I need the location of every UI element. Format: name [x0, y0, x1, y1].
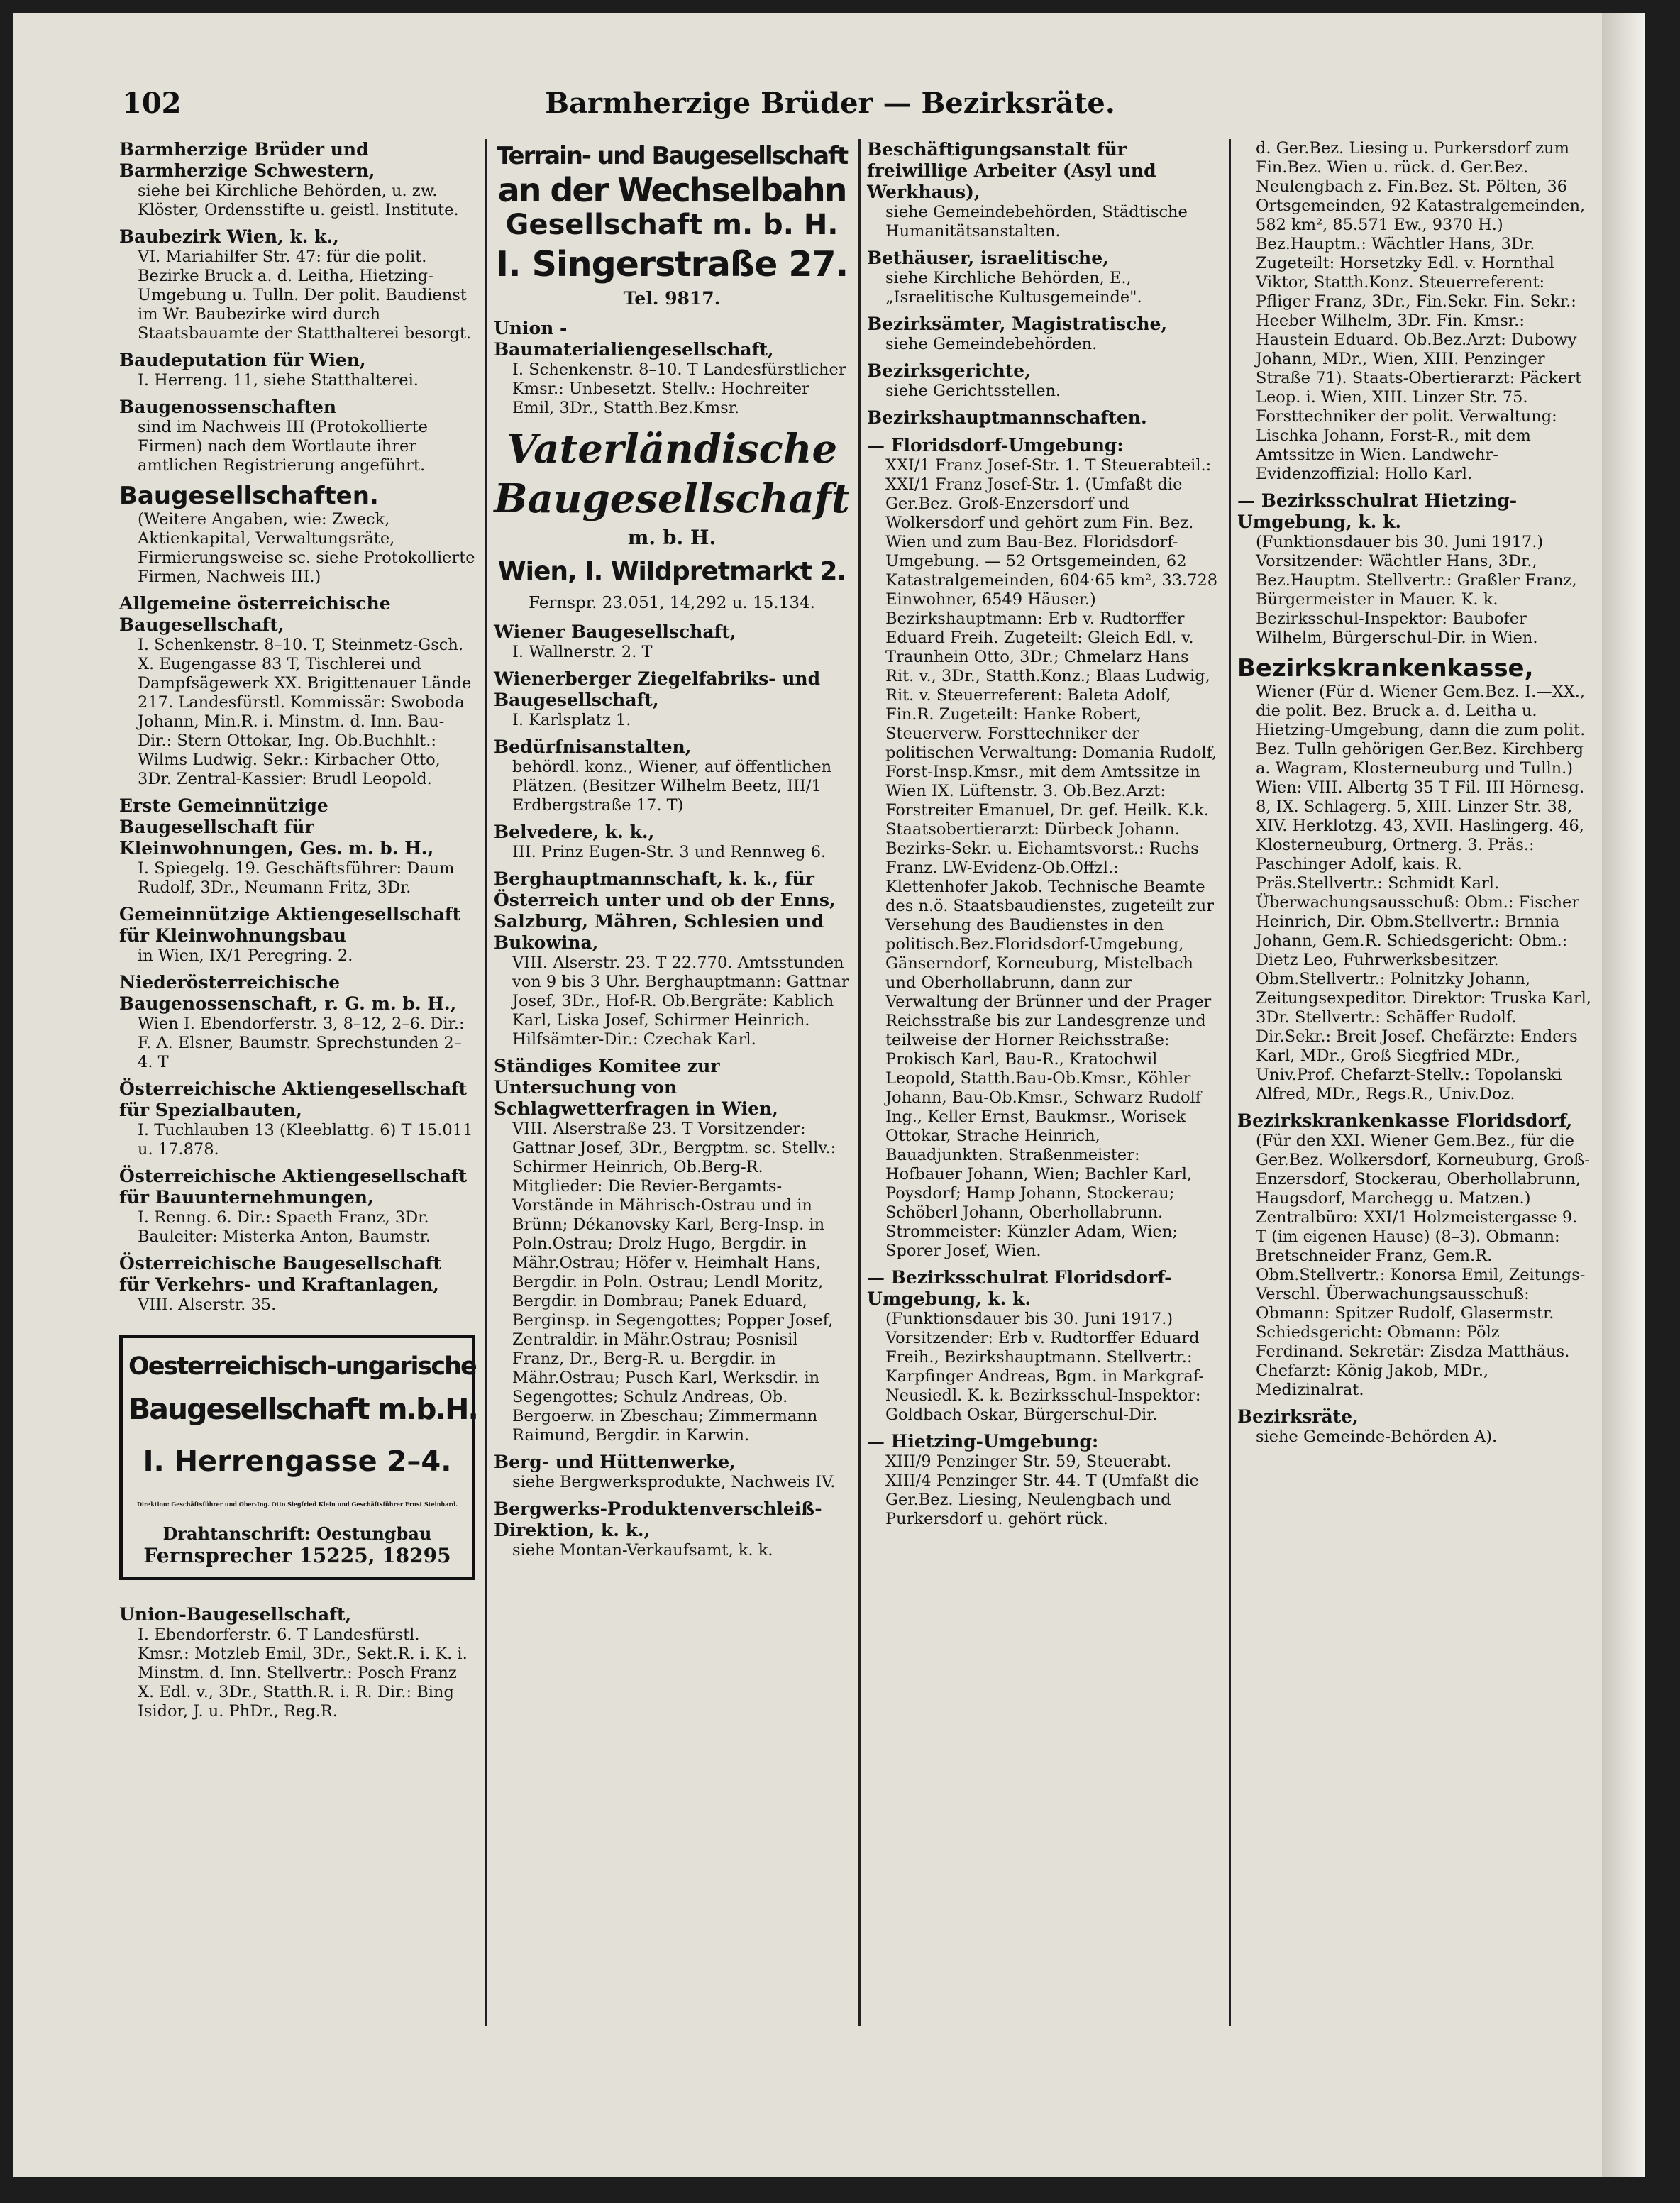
entry-title: — Floridsdorf-Umgebung: — [867, 435, 1124, 455]
advertisement — [494, 424, 850, 614]
directory-entry — [494, 1452, 850, 1492]
entry-text: I. Herreng. 11, siehe Statthalterei. — [138, 371, 419, 390]
entry-text: XXI/1 Franz Josef-Str. 1. T Steuerabteil.: XXI/1 Franz Josef-Str. 1. (Umfaßt die Ger.Bez. Groß-Enzersdorf und Wolkersdorf und gehört zum Fin. Bez. Wien und zum Bau-Bez. Floridsdorf-Umgebung. — 52 Ortsgemeinden, 62 Katastralgemeinden, 604·65 km², 33.728 Einwohner, 6549 Häuser.) Bezirkshauptmann: Erb v. Rudtorffer Eduard Freih. Zugeteilt: Gleich Edl. v. Traunhein Otto, 3Dr.; Chmelarz Hans Rit. v., 3Dr., Statth.Konz.; Blaas Ludwig, Rit. v. Steuerreferent: Baleta Adolf, Fin.R. Zugeteilt: Hanke Robert, Steuerverw. Forsttechniker der politischen Verwaltung: Domania Rudolf, Forst-Insp.Kmsr., mit dem Amtssitze in Wien IX. Lüftenstr. 3. Ob.Bez.Arzt: Forstreiter Emanuel, Dr. gef. Heilk. K.k. Staatsobertierarzt: Dürbeck Johann. Bezirks-Sekr. u. Eichamtsvorst.: Ruchs Franz. LW-Evidenz-Ob.Offzl.: Klettenhofer Jakob. Technische Beamte des n.ö. Staatsbaudienstes, zugeteilt zur Versehung des Baudienstes in den politisch.Bez.Floridsdorf-Umgebung, Gänserndorf, Korneuburg, Mistelbach und Oberhollabrunn, dann zur Verwaltung der Brünner und der Prager Reichsstraße bis zur Landesgrenze und teilweise der Horner Reichsstraße: Prokisch Karl, Bau-R., Kratochwil Leopold, Statth.Bau-Ob.Kmsr., Köhler Johann, Bau-Ob.Kmsr., Schwarz Rudolf Ing., Keller Ernst, Baukmsr., Worisek Ottokar, Strache Heinrich, Bauadjunkten. Straßenmeister: Hofbauer Johann, Wien; Bachler Karl, Poysdorf; Hamp Johann, Stockerau; Schöberl Johann, Oberhollabrunn. Strommeister: Künzler Adam, Wien; Sporer Josef, Wien. — [885, 456, 1218, 1260]
entry-title: Österreichische Aktiengesellschaft für Bauunternehmungen, — [119, 1166, 468, 1208]
directory-entry — [494, 622, 850, 662]
directory-entry — [494, 822, 850, 862]
directory-entry — [867, 1431, 1220, 1529]
directory-entry — [494, 318, 850, 418]
entry-title: Beschäftigungsanstalt für freiwillige Arbeiter (Asyl und Werkhaus), — [867, 139, 1156, 202]
entry-text: VI. Mariahilfer Str. 47: für die polit. Bezirke Bruck a. d. Leitha, Hietzing-Umgebung u. Tulln. Der polit. Baudienst im Wr. Baubezirke wird durch Staatsbauamte der Statthalterei besorgt. — [138, 248, 472, 343]
entry-title: Union-Baugesellschaft, — [119, 1604, 352, 1625]
advertisement — [119, 1335, 475, 1580]
advertisement-line: Baugesellschaft m.b.H. — [128, 1392, 477, 1426]
directory-entry — [119, 139, 475, 220]
column-3 — [867, 139, 1220, 1535]
directory-entry — [867, 360, 1220, 401]
directory-entry — [119, 593, 475, 789]
entry-text: I. Schenkenstr. 8–10. T Landesfürstlicher Kmsr.: Unbesetzt. Stellv.: Hochreiter Emil, 3Dr., Statth.Bez.Kmsr. — [512, 360, 846, 417]
directory-entry — [494, 1056, 850, 1445]
entry-text: Wien I. Ebendorferstr. 3, 8–12, 2–6. Dir.: F. A. Elsner, Baumstr. Sprechstunden 2–4. T — [138, 1015, 465, 1071]
advertisement-line: Drahtanschrift: Oestungbau — [162, 1523, 432, 1544]
directory-entry — [867, 314, 1220, 354]
directory-entry — [119, 904, 475, 966]
entry-title: Bezirkshauptmannschaften. — [867, 407, 1147, 428]
advertisement-line: an der Wechselbahn — [497, 171, 846, 209]
entry-title: Bedürfnisanstalten, — [494, 736, 692, 757]
entry-text: behördl. konz., Wiener, auf öffentlichen Plätzen. (Besitzer Wilhelm Beetz, III/1 Erdbergstraße 17. T) — [512, 758, 832, 815]
directory-entry — [867, 435, 1220, 1261]
advertisement-line: I. Herrengasse 2–4. — [143, 1445, 452, 1478]
directory-entry — [867, 1267, 1220, 1425]
entry-text: siehe bei Kirchliche Behörden, u. zw. Klöster, Ordensstifte u. geistl. Institute. — [138, 182, 459, 219]
directory-entry — [1237, 490, 1592, 648]
entry-title: Bezirkskrankenkasse, — [1237, 654, 1534, 683]
directory-entry — [119, 795, 475, 898]
column-rule-2 — [858, 139, 861, 2026]
entry-title: Berg- und Hüttenwerke, — [494, 1452, 736, 1472]
entry-text: III. Prinz Eugen-Str. 3 und Rennweg 6. — [512, 843, 827, 861]
directory-entry — [119, 397, 475, 475]
entry-text: siehe Kirchliche Behörden, E., „Israelitische Kultusgemeinde". — [885, 269, 1142, 307]
advertisement-line: Gesellschaft m. b. H. — [505, 209, 839, 241]
entry-title: Österreichische Baugesellschaft für Verkehrs- und Kraftanlagen, — [119, 1253, 441, 1295]
entry-title: Bezirksämter, Magistratische, — [867, 314, 1168, 334]
advertisement-line: I. Singerstraße 27. — [495, 244, 849, 285]
entry-text: siehe Bergwerksprodukte, Nachweis IV. — [512, 1473, 836, 1491]
entry-title: Bethäuser, israelitische, — [867, 248, 1109, 268]
entry-title: Allgemeine österreichische Baugesellschaft, — [119, 593, 391, 635]
directory-entry — [1237, 654, 1592, 1104]
advertisement-line: Vaterländische — [506, 426, 838, 473]
entry-title: Baudeputation für Wien, — [119, 350, 366, 370]
column-rule-1 — [485, 139, 487, 2026]
entry-text: VIII. Alserstraße 23. T Vorsitzender: Gattnar Josef, 3Dr., Bergptm. sc. Stellv.: Schirmer Heinrich, Ob.Berg-R. Mitglieder: Die Revier-Bergamts-Vorstände in Mährisch-Ostrau und in Brünn; Dékanovsky Karl, Berg-Insp. in Poln.Ostrau; Drolz Hugo, Bergdir. in Mähr.Ostrau; Höfer v. Heimhalt Hans, Bergdir. in Poln. Ostrau; Lendl Moritz, Bergdir. in Dombrau; Panek Eduard, Berginsp. in Segengottes; Popper Josef, Zentraldir. in Mähr.Ostrau; Posnisil Franz, Dr., Berg-R. u. Bergdir. in Mähr.Ostrau; Pusch Karl, Werksdir. in Segengottes; Schulz Andreas, Ob. Bergoerw. in Zbeschau; Zimmermann Raimund, Bergdir. in Karwin. — [512, 1120, 836, 1445]
entry-title: Bezirkskrankenkasse Floridsdorf, — [1237, 1110, 1573, 1131]
entry-title: — Hietzing-Umgebung: — [867, 1431, 1099, 1452]
entry-text: siehe Gerichtsstellen. — [885, 382, 1061, 400]
entry-text: (Für den XXI. Wiener Gem.Bez., für die Ger.Bez. Wolkersdorf, Korneuburg, Groß-Enzersdorf, Stockerau, Oberhollabrunn, Haugsdorf, Marchegg u. Matzen.) Zentralbüro: XXI/1 Holzmeistergasse 9. T (im eigenen Hause) (8–3). Obmann: Bretschneider Franz, Gem.R. Obm.Stellvertr.: Konorsa Emil, Zeitungs-Verschl. Überwachungsausschuß: Obmann: Spitzer Rudolf, Glasermstr. Schiedsgericht: Obmann: Pölz Ferdinand. Sekretär: Zisdza Matthäus. Chefarzt: König Jakob, MDr., Medizinalrat. — [1256, 1132, 1590, 1399]
entry-title: Baugenossenschaften — [119, 397, 337, 417]
entry-text: in Wien, IX/1 Peregring. 2. — [138, 946, 353, 965]
directory-entry — [119, 1078, 475, 1159]
directory-entry — [494, 868, 850, 1049]
entry-text: I. Karlsplatz 1. — [512, 711, 631, 729]
entry-text: d. Ger.Bez. Liesing u. Purkersdorf zum Fin.Bez. Wien u. rück. d. Ger.Bez. Neulengbach z. Fin.Bez. St. Pölten, 36 Ortsgemeinden, 92 Katastralgemeinden, 582 km², 85.571 Ew., 9370 H.) Bez.Hauptm.: Wächtler Hans, 3Dr. Zugeteilt: Horsetzky Edl. v. Hornthal Viktor, Statth.Konz. Steuerreferent: Pfliger Franz, 3Dr., Fin.Sekr. Fin. Sekr.: Heeber Wilhelm, 3Dr. Fin. Kmsr.: Haustein Eduard. Ob.Bez.Arzt: Dubowy Johann, MDr., Wien, XIII. Penzinger Straße 71). Staats-Obertierarzt: Päckert Leop. i. Wien, XIII. Linzer Str. 75. Forsttechniker der polit. Verwaltung: Lischka Johann, Forst-R., mit dem Amtssitze in Wien. Landwehr-Evidenzoffizial: Hollo Karl. — [1256, 139, 1586, 483]
entry-text: (Funktionsdauer bis 30. Juni 1917.) Vorsitzender: Wächtler Hans, 3Dr., Bez.Hauptm. Stellvertr.: Graßler Franz, Bürgermeister in Mauer. K. k. Bezirksschul-Inspektor: Baubofer Wilhelm, Bürgerschul-Dir. in Wien. — [1256, 533, 1577, 647]
running-title: Barmherzige Brüder — Bezirksräte. — [545, 87, 1115, 120]
directory-entry — [1237, 1406, 1592, 1447]
advertisement-line: Fernspr. 23.051, 14,292 u. 15.134. — [529, 594, 815, 612]
entry-text: siehe Gemeinde-Behörden A). — [1256, 1428, 1498, 1446]
entry-text: siehe Gemeindebehörden, Städtische Humanitätsanstalten. — [885, 203, 1188, 241]
entry-title: Bezirksgerichte, — [867, 360, 1031, 381]
directory-entry — [119, 1604, 475, 1721]
entry-text: Wiener (Für d. Wiener Gem.Bez. I.—XX., die polit. Bez. Bruck a. d. Leitha u. Hietzing-Umgebung, dann die zum polit. Bez. Tulln gehörigen Ger.Bez. Kirchberg a. Wagram, Klosterneuburg und Tulln.) Wien: VIII. Albertg 35 T Fil. III Hörnesg. 8, IX. Schlagerg. 5, XIII. Linzer Str. 38, XIV. Herklotzg. 43, XVII. Haslingerg. 46, Klosterneuburg, Ortnerg. 3. Präs.: Paschinger Adolf, kais. R. Präs.Stellvertr.: Schmidt Karl. Überwachungsausschuß: Obm.: Fischer Heinrich, Dir. Obm.Stellvertr.: Brnnia Johann, Gem.R. Schiedsgericht: Obm.: Dietz Leo, Fuhrwerksbesitzer. Obm.Stellvertr.: Polnitzky Johann, Zeitungsexpeditor. Direktor: Truska Karl, 3Dr. Stellvertr.: Schäffer Rudolf. Dir.Sekr.: Breit Josef. Chefärzte: Enders Karl, MDr., Groß Siegfried MDr., Univ.Prof. Chefarzt-Stellv.: Topolanski Alfred, MDr., Regs.R., Univ.Doz. — [1256, 683, 1591, 1103]
entry-text: I. Spiegelg. 19. Geschäftsführer: Daum Rudolf, 3Dr., Neumann Fritz, 3Dr. — [138, 859, 455, 897]
directory-entry — [494, 736, 850, 815]
page-number: 102 — [122, 87, 182, 120]
entry-text: I. Wallnerstr. 2. T — [512, 643, 653, 661]
advertisement-line: m. b. H. — [627, 526, 717, 549]
directory-entry — [494, 1498, 850, 1560]
entry-title: Wienerberger Ziegelfabriks- und Baugesellschaft, — [494, 668, 821, 710]
column-rule-3 — [1229, 139, 1231, 2026]
entry-title: Niederösterreichische Baugenossenschaft, r. G. m. b. H., — [119, 972, 457, 1014]
entry-title: Gemeinnützige Aktiengesellschaft für Kleinwohnungsbau — [119, 904, 461, 946]
directory-entry — [119, 482, 475, 587]
entry-text: VIII. Alserstr. 23. T 22.770. Amtsstunden von 9 bis 3 Uhr. Berghauptmann: Gattnar Josef, 3Dr., Hof-R. Ob.Bergräte: Kablich Karl, Liska Josef, Schirmer Heinrich. Hilfsämter-Dir.: Czechak Karl. — [512, 954, 849, 1049]
entry-title: Wiener Baugesellschaft, — [494, 622, 736, 642]
advertisement-line: Tel. 9817. — [623, 288, 721, 309]
entry-text: I. Schenkenstr. 8–10. T, Steinmetz-Gsch. X. Eugengasse 83 T, Tischlerei und Dampfsägewerk XX. Brigittenauer Lände 217. Landesfürstl. Kommissär: Swoboda Johann, Min.R. i. Minstm. d. Inn. Bau-Dir.: Stern Ottokar, Ing. Ob.Buchhlt.: Wilms Ludwig. Sekr.: Kirbacher Otto, 3Dr. Zentral-Kassier: Brudl Leopold. — [138, 636, 472, 788]
column-1 — [119, 139, 475, 1728]
entry-text: sind im Nachweis III (Protokollierte Firmen) nach dem Wortlaute ihrer amtlichen Registrierung angeführt. — [138, 418, 428, 475]
entry-text: I. Ebendorferstr. 6. T Landesfürstl. Kmsr.: Motzleb Emil, 3Dr., Sekt.R. i. K. i. Minstm. d. Inn. Stellvertr.: Posch Franz X. Edl. v., 3Dr., Statth.R. i. R. Dir.: Bing Isidor, J. u. PhDr., Reg.R. — [138, 1625, 468, 1721]
column-4 — [1237, 139, 1592, 1453]
entry-title: — Bezirksschulrat Floridsdorf-Umgebung, k. k. — [867, 1267, 1172, 1309]
directory-entry — [119, 350, 475, 390]
advertisement-line: Fernsprecher 15225, 18295 — [143, 1544, 451, 1567]
directory-entry — [867, 407, 1220, 429]
advertisement-line: Direktion: Geschäftsführer und Ober-Ing. Otto Siegfried Klein und Geschäftsführer Ernst Steinhard. — [136, 1501, 458, 1508]
column-2 — [494, 139, 850, 1567]
advertisement-line: Oesterreichisch-ungarische — [128, 1352, 476, 1381]
entry-text: siehe Montan-Verkaufsamt, k. k. — [512, 1541, 773, 1559]
directory-entry — [119, 226, 475, 343]
entry-text: siehe Gemeindebehörden. — [885, 335, 1098, 353]
entry-title: Berghauptmannschaft, k. k., für Österreich unter und ob der Enns, Salzburg, Mähren, Schlesien und Bukowina, — [494, 868, 836, 953]
entry-text: VIII. Alserstr. 35. — [138, 1296, 277, 1314]
directory-entry — [1237, 139, 1592, 484]
entry-text: I. Renng. 6. Dir.: Spaeth Franz, 3Dr. Bauleiter: Misterka Anton, Baumstr. — [138, 1208, 431, 1246]
entry-title: Ständiges Komitee zur Untersuchung von Schlagwetterfragen in Wien, — [494, 1056, 778, 1119]
entry-title: Bezirksräte, — [1237, 1406, 1359, 1427]
advertisement-line: Terrain- und Baugesellschaft — [496, 142, 848, 170]
page-edge — [1602, 13, 1645, 2177]
entry-text: (Weitere Angaben, wie: Zweck, Aktienkapital, Verwaltungsräte, Firmierungsweise sc. siehe Protokollierte Firmen, Nachweis III.) — [138, 510, 475, 586]
directory-entry — [867, 248, 1220, 307]
directory-entry — [119, 972, 475, 1072]
entry-title: Baugesellschaften. — [119, 482, 379, 510]
entry-text: XIII/9 Penzinger Str. 59, Steuerabt. XIII/4 Penzinger Str. 44. T (Umfaßt die Ger.Bez. Liesing, Neulengbach und Purkersdorf u. gehört rück. — [885, 1452, 1199, 1528]
entry-title: — Bezirksschulrat Hietzing-Umgebung, k. k. — [1237, 490, 1518, 532]
directory-entry — [119, 1253, 475, 1315]
entry-title: Belvedere, k. k., — [494, 822, 655, 842]
entry-text: I. Tuchlauben 13 (Kleeblattg. 6) T 15.011 u. 17.878. — [138, 1121, 473, 1159]
directory-entry — [494, 668, 850, 730]
entry-title: Union - Baumaterialiengesellschaft, — [494, 318, 774, 360]
page-header — [114, 87, 1547, 126]
entry-title: Barmherzige Brüder und Barmherzige Schwestern, — [119, 139, 375, 181]
entry-title: Österreichische Aktiengesellschaft für Spezialbauten, — [119, 1078, 468, 1120]
directory-entry — [1237, 1110, 1592, 1400]
directory-entry — [119, 1166, 475, 1247]
advertisement-line: Wien, I. Wildpretmarkt 2. — [497, 557, 846, 586]
advertisement — [494, 139, 850, 311]
entry-title: Bergwerks-Produktenverschleiß-Direktion, k. k., — [494, 1498, 822, 1540]
directory-entry — [867, 139, 1220, 241]
advertisement-line: Baugesellschaft — [494, 475, 850, 522]
entry-title: Erste Gemeinnützige Baugesellschaft für Kleinwohnungen, Ges. m. b. H., — [119, 795, 434, 858]
entry-title: Baubezirk Wien, k. k., — [119, 226, 339, 247]
entry-text: (Funktionsdauer bis 30. Juni 1917.) Vorsitzender: Erb v. Rudtorffer Eduard Freih., Bezirkshauptmann. Stellvertr.: Karpfinger Andreas, Bgm. in Markgraf-Neusiedl. K. k. Bezirksschul-Inspektor: Goldbach Oskar, Bürgerschul-Dir. — [885, 1310, 1204, 1424]
